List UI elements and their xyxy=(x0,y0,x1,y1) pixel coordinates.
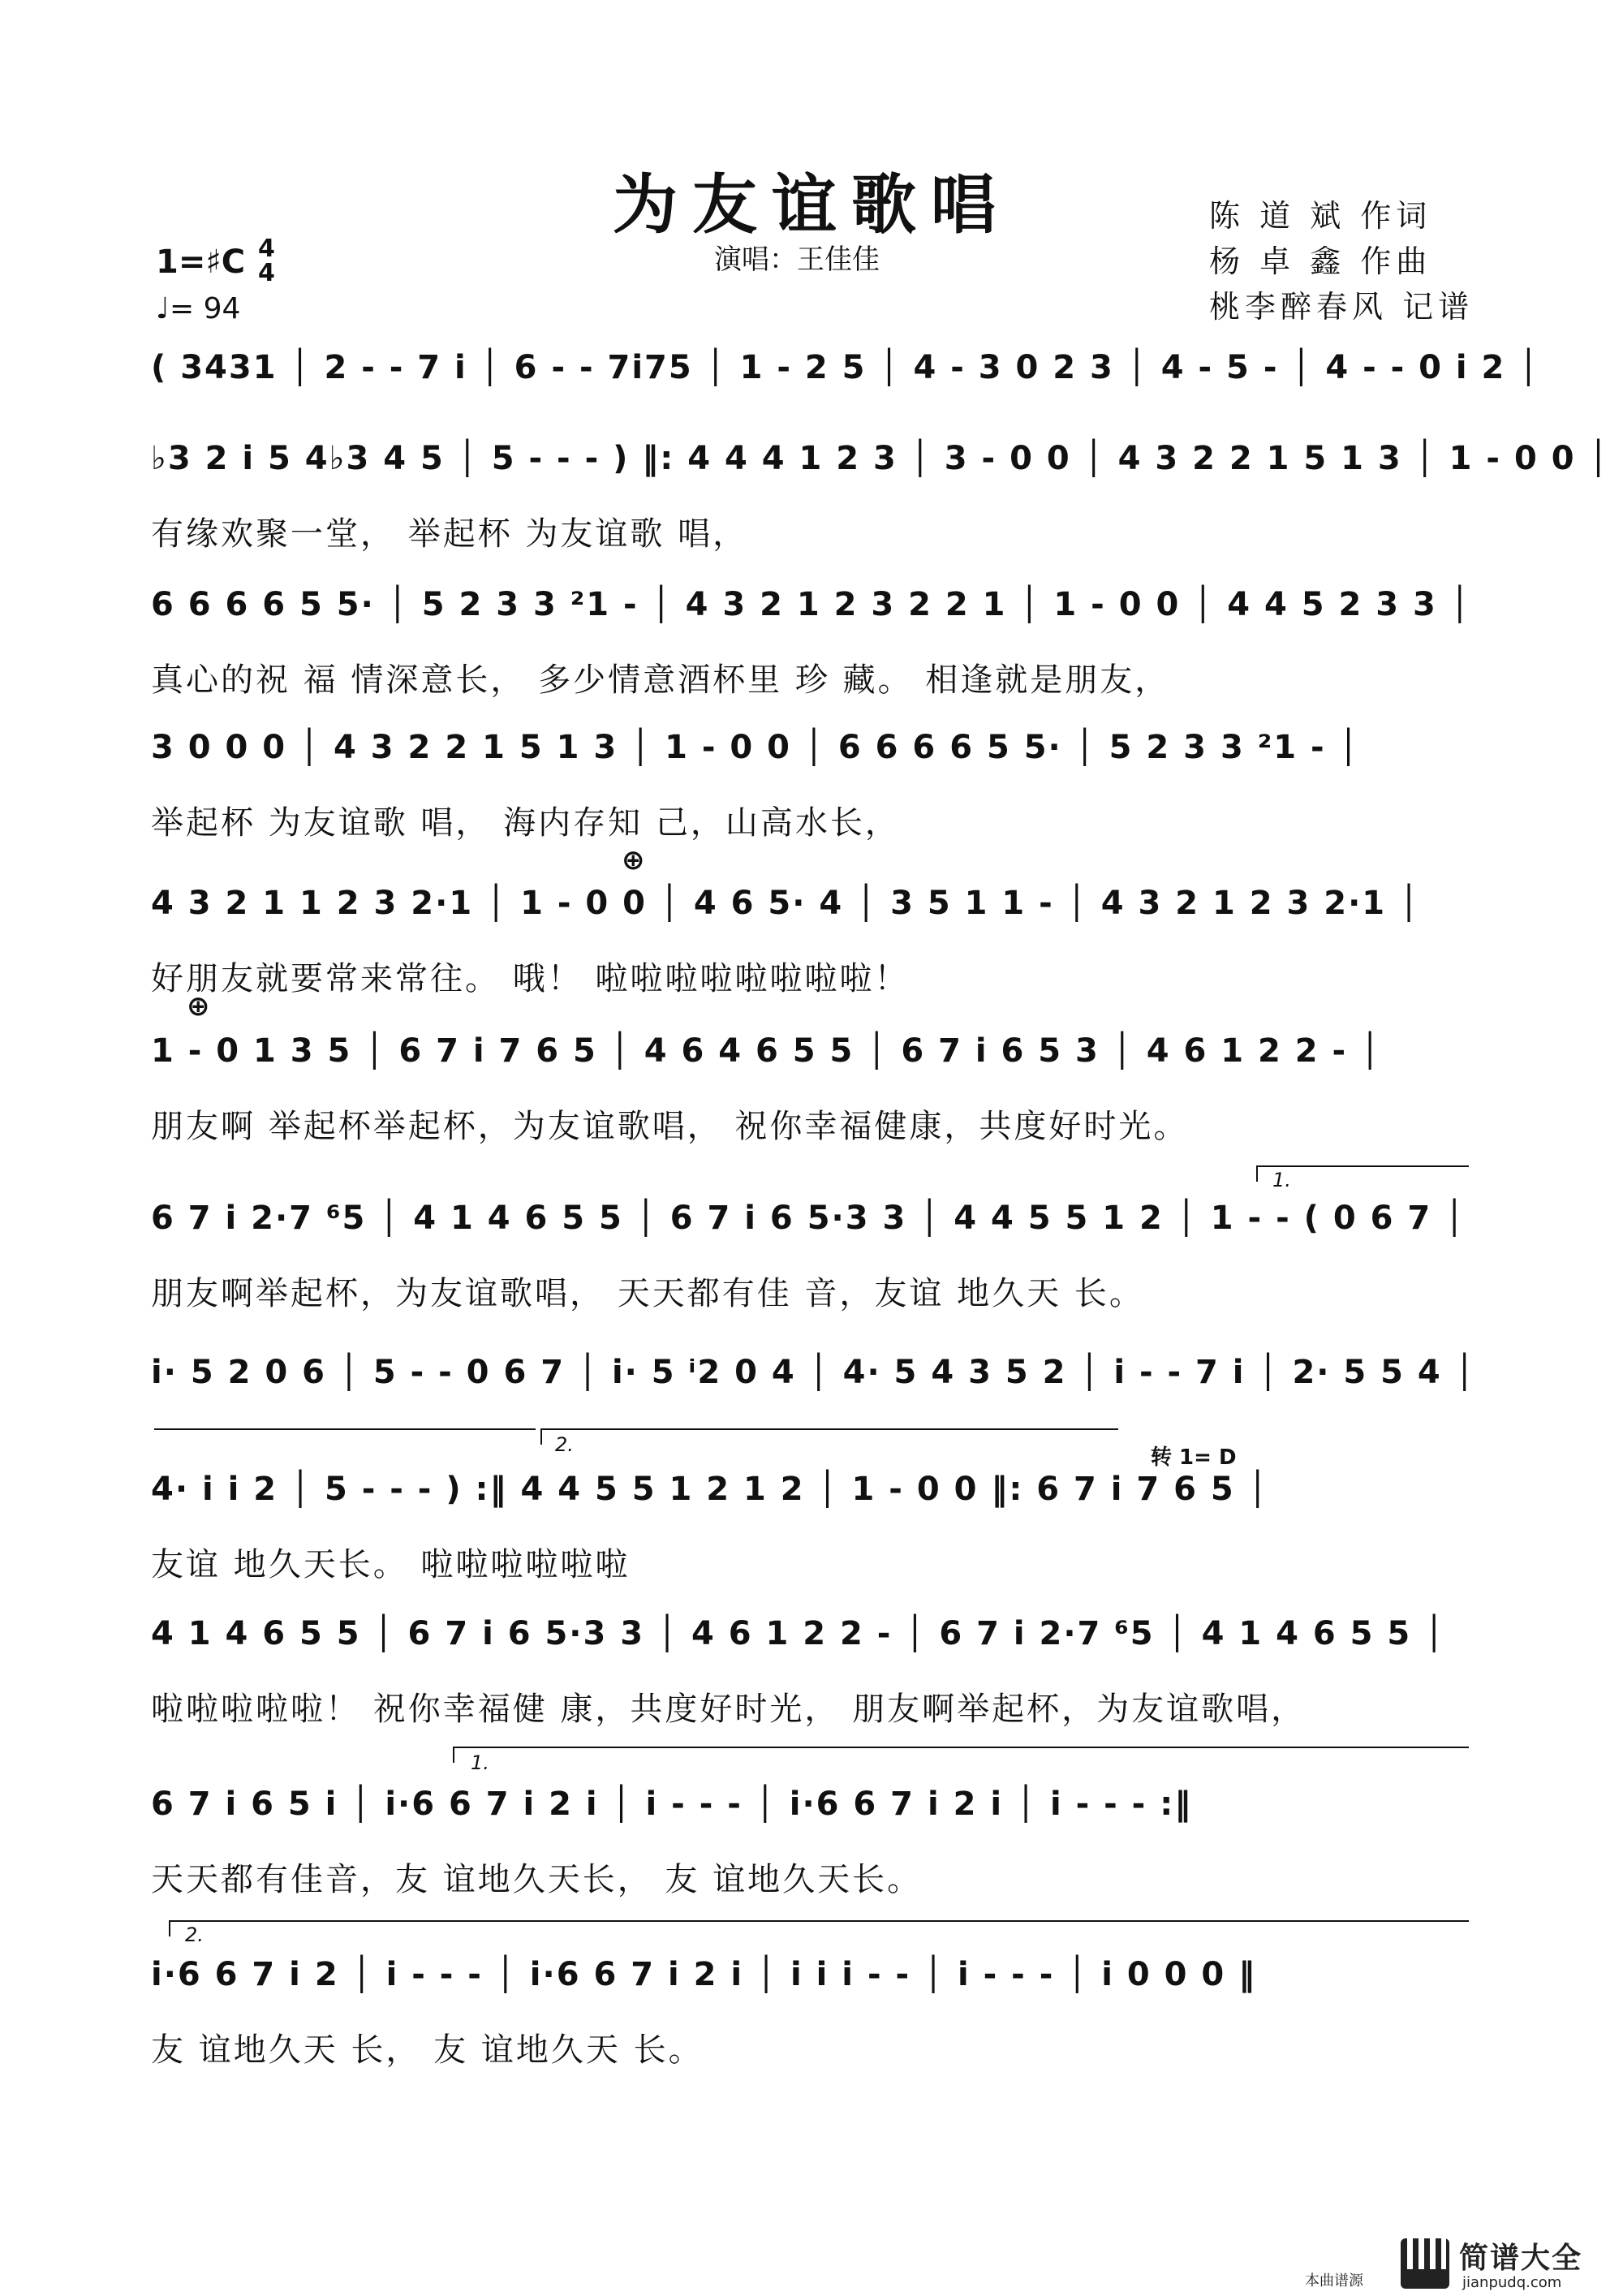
notes-line: 6 7 i 2·7 ⁶5 │ 4 1 4 6 5 5 │ 6 7 i 6 5·3 3 │ 4 4 5 5 1 2 │ 1 - - ( 0 6 7 │ xyxy=(151,1200,1466,1237)
notes-line: ( 3431 │ 2 - - 7 i │ 6 - - 7i75 │ 1 - 2 5 │ 4 - 3 0 2 3 │ 4 - 5 - │ 4 - - 0 i 2 │ xyxy=(151,349,1540,386)
coda-mark: ⊕ xyxy=(622,844,645,877)
coda-mark: ⊕ xyxy=(187,990,210,1023)
singer-credit: 演唱：王佳佳 xyxy=(714,243,880,276)
piano-logo-icon xyxy=(1401,2238,1449,2289)
lyrics-line: 友 谊地久天 长， 友 谊地久天 长。 xyxy=(151,2031,704,2069)
lyrics-line: 好朋友就要常来常往。 哦！ 啦啦啦啦啦啦啦啦！ xyxy=(151,960,910,997)
watermark-site-url: jianpudq.com xyxy=(1462,2274,1562,2291)
notes-line: 6 6 6 6 5 5· │ 5 2 3 3 ²1 - │ 4 3 2 1 2 3 2 2 1 │ 1 - 0 0 │ 4 4 5 2 3 3 │ xyxy=(151,586,1471,623)
volta-first: 1. xyxy=(471,1751,489,1774)
lyrics-line: 朋友啊 举起杯举起杯，为友谊歌唱， 祝你幸福健康，共度好时光。 xyxy=(151,1108,1189,1145)
notes-line: 1 - 0 1 3 5 │ 6 7 i 7 6 5 │ 4 6 4 6 5 5 │ 6 7 i 6 5 3 │ 4 6 1 2 2 - │ xyxy=(151,1032,1382,1070)
lyricist-credit: 陈 道 斌 作词 xyxy=(1209,198,1432,234)
credits-block xyxy=(1209,193,1474,330)
notes-line: 4 3 2 1 1 2 3 2·1 │ 1 - 0 0 │ 4 6 5· 4 │ 3 5 1 1 - │ 4 3 2 1 2 3 2·1 │ xyxy=(151,885,1421,922)
watermark-site-title: 简谱大全 xyxy=(1459,2242,1583,2275)
volta-bracket xyxy=(540,1428,1118,1445)
notes-line: i· 5 2 0 6 │ 5 - - 0 6 7 │ i· 5 ⁱ2 0 4 │ 4· 5 4 3 5 2 │ i - - 7 i │ 2· 5 5 4 │ xyxy=(151,1354,1476,1391)
transcriber-credit: 桃李醉春风 记谱 xyxy=(1209,289,1474,325)
lyrics-line: 啦啦啦啦啦！ 祝你幸福健 康，共度好时光， 朋友啊举起杯，为友谊歌唱， xyxy=(151,1691,1307,1728)
volta-second: 2. xyxy=(185,1923,204,1946)
volta-bracket xyxy=(169,1920,1469,1936)
notes-line: 4· i i 2 │ 5 - - - ) :‖ 4 4 5 5 1 2 1 2 │ 1 - 0 0 ‖: 6 7 i 7 6 5 │ xyxy=(151,1471,1269,1508)
lyrics-line: 天天都有佳音，友 谊地久天长， 友 谊地久天长。 xyxy=(151,1861,923,1898)
notes-line: 4 1 4 6 5 5 │ 6 7 i 6 5·3 3 │ 4 6 1 2 2 - │ 6 7 i 2·7 ⁶5 │ 4 1 4 6 5 5 │ xyxy=(151,1615,1446,1652)
lyrics-line: 举起杯 为友谊歌 唱， 海内存知 己，山高水长， xyxy=(151,804,900,842)
volta-first: 1. xyxy=(1272,1169,1291,1191)
key-signature: 1=♯C xyxy=(156,243,246,281)
notes-line: ♭3 2 i 5 4♭3 4 5 │ 5 - - - ) ‖: 4 4 4 1 2 3 │ 3 - 0 0 │ 4 3 2 2 1 5 1 3 │ 1 - 0 0 │ xyxy=(151,440,1610,477)
notes-line: 3 0 0 0 │ 4 3 2 2 1 5 1 3 │ 1 - 0 0 │ 6 6 6 6 5 5· │ 5 2 3 3 ²1 - │ xyxy=(151,729,1360,766)
time-signature xyxy=(258,237,275,286)
lyrics-line: 友谊 地久天长。 啦啦啦啦啦啦 xyxy=(151,1546,631,1583)
site-watermark xyxy=(1305,2234,1623,2296)
song-title: 为友谊歌唱 xyxy=(613,167,1010,243)
time-top: 4 xyxy=(258,235,275,263)
notes-line: 6 7 i 6 5 i │ i·6 6 7 i 2 i │ i - - - │ i·6 6 7 i 2 i │ i - - - :‖ xyxy=(151,1786,1193,1823)
watermark-source-text: 本曲谱源 xyxy=(1305,2272,1363,2290)
tempo-marking: ♩= 94 xyxy=(156,292,241,325)
lyrics-line: 有缘欢聚一堂， 举起杯 为友谊歌 唱， xyxy=(151,515,748,553)
notes-line: i·6 6 7 i 2 │ i - - - │ i·6 6 7 i 2 i │ i i i - - │ i - - - │ i 0 0 0 ‖ xyxy=(151,1956,1257,1993)
time-bottom: 4 xyxy=(258,259,275,287)
composer-credit: 杨 卓 鑫 作曲 xyxy=(1209,243,1432,279)
lyrics-line: 朋友啊举起杯，为友谊歌唱， 天天都有佳 音，友谊 地久天 长。 xyxy=(151,1275,1144,1312)
modulation-mark: 转 1= D xyxy=(1151,1445,1237,1470)
volta-bracket xyxy=(453,1747,1469,1763)
lyrics-line: 真心的祝 福 情深意长， 多少情意酒杯里 珍 藏。 相逢就是朋友， xyxy=(151,661,1170,699)
volta-second: 2. xyxy=(555,1433,574,1456)
volta-bracket-continued xyxy=(154,1428,536,1445)
